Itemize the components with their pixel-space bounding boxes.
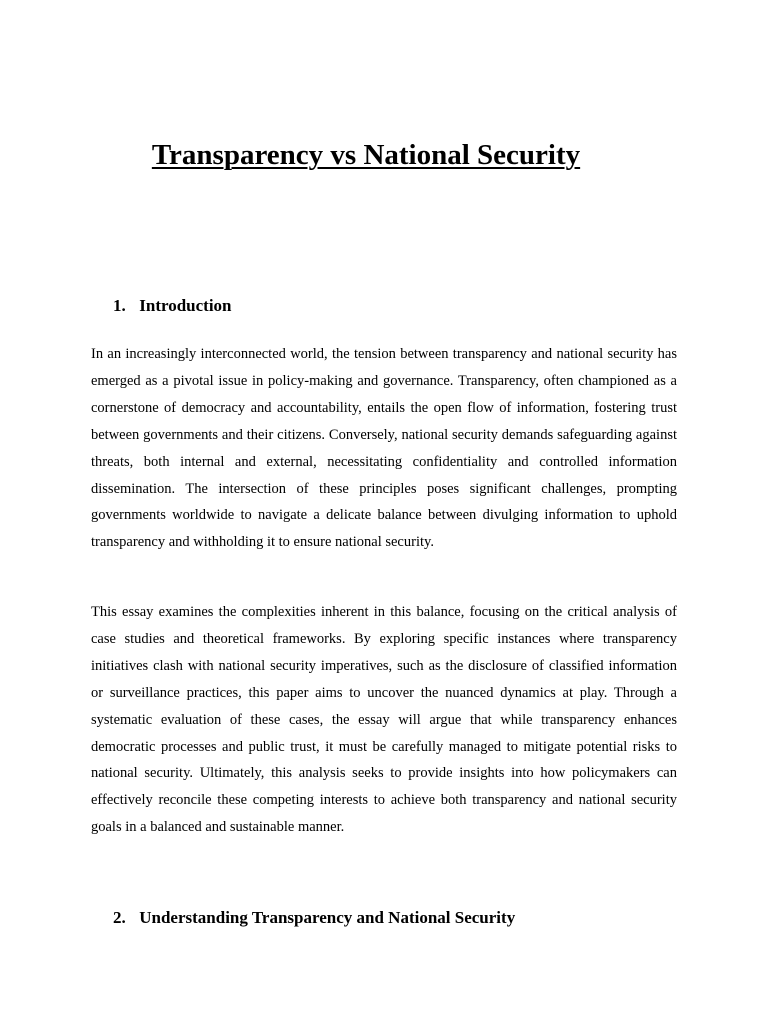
section-number: 1. bbox=[113, 296, 126, 315]
section-number: 2. bbox=[113, 908, 126, 927]
section-heading-introduction bbox=[113, 295, 232, 317]
section-heading-understanding bbox=[113, 907, 515, 929]
section-heading-text: Understanding Transparency and National Security bbox=[139, 908, 516, 927]
body-paragraph: In an increasingly interconnected world, the tension between transparency and national security has emerged as a pivotal issue in policy-making and governance. Transparency, often championed as a cornerstone of democracy and accountability, entails the open flow of information, fostering trust between governments and their citizens. Conversely, national security demands safeguarding against threats, both internal and external, necessitating confidentiality and controlled information dissemination. The intersection of these principles poses significant challenges, prompting governments worldwide to navigate a delicate balance between divulging information to uphold transparency and withholding it to ensure national security. bbox=[91, 346, 677, 551]
section-heading-text: Introduction bbox=[139, 296, 232, 315]
body-paragraph: This essay examines the complexities inherent in this balance, focusing on the critical analysis of case studies and theoretical frameworks. By exploring specific instances where transparency initiatives clash with national security imperatives, such as the disclosure of classified information or surveillance practices, this paper aims to uncover the nuanced dynamics at play. Through a systematic evaluation of these cases, the essay will argue that while transparency enhances democratic processes and public trust, it must be carefully managed to mitigate potential risks to national security. Ultimately, this analysis seeks to provide insights into how policymakers can effectively reconcile these competing interests to achieve both transparency and national security goals in a balanced and sustainable manner. bbox=[91, 604, 677, 836]
document-title: Transparency vs National Security bbox=[151, 139, 581, 171]
